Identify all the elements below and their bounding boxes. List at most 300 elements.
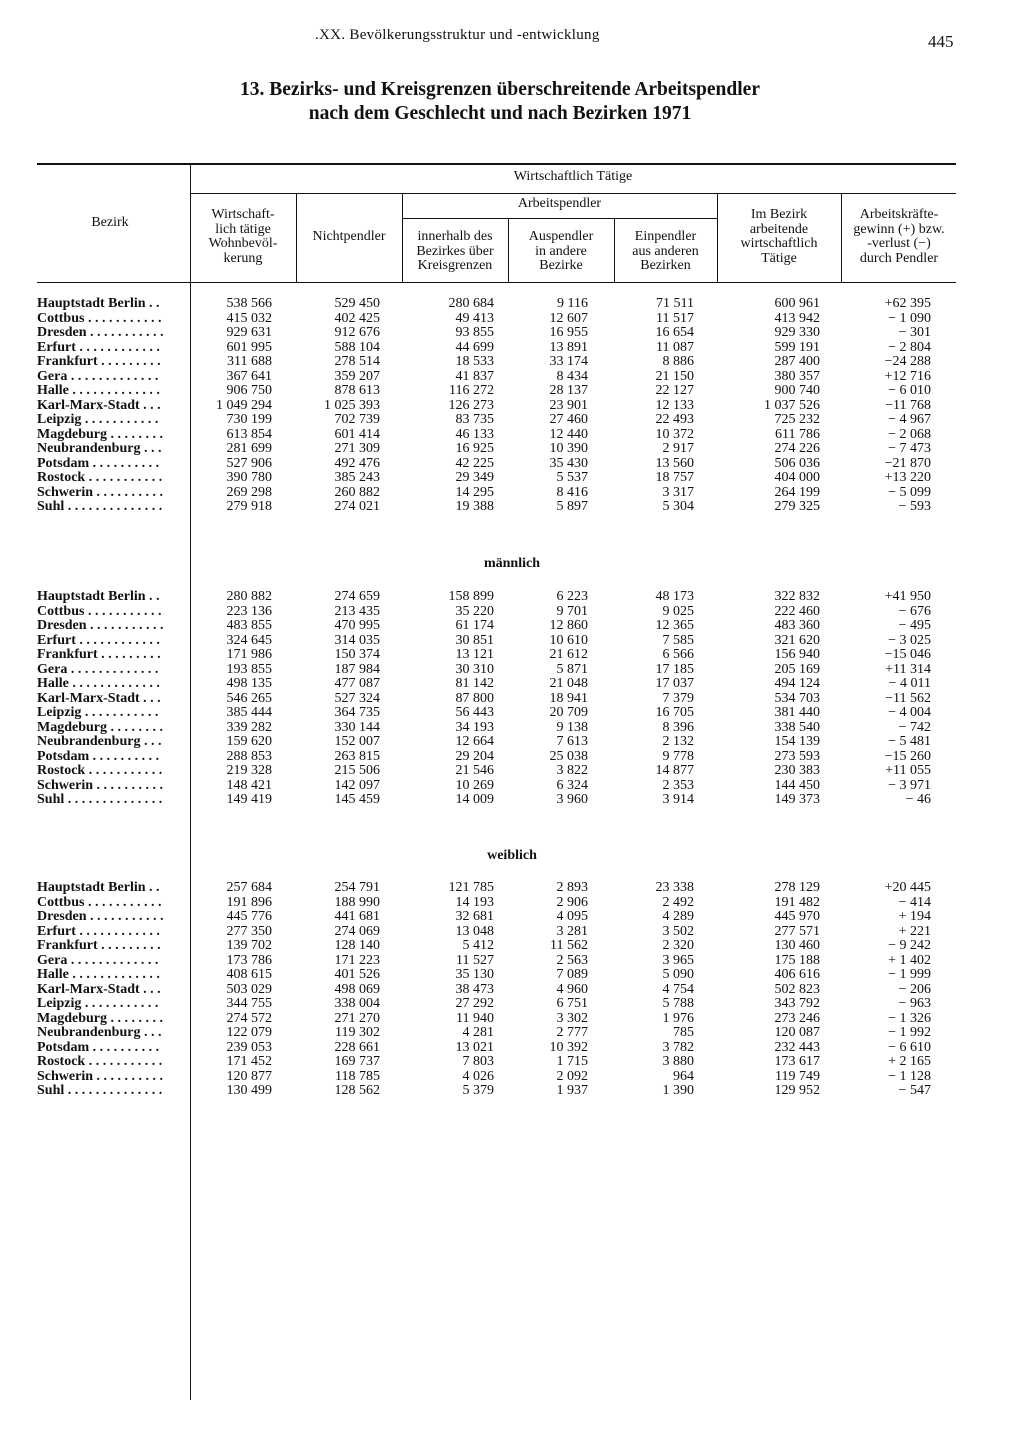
bezirk-name: Neubrandenburg . . .	[37, 1026, 162, 1040]
header-im-bezirk: Im Bezirk arbeitende wirtschaftlich Tätige	[740, 207, 818, 266]
bezirk-name: Magdeburg . . . . . . . .	[37, 720, 163, 735]
bezirk-name: Magdeburg . . . . . . . .	[37, 1011, 163, 1026]
cell-einpendler: 22 127	[655, 383, 694, 398]
cell-nichtpendler: 385 243	[334, 470, 380, 485]
table-row	[0, 997, 1024, 1012]
table-row	[0, 428, 1024, 443]
cell-gewinn-verlust: + 194	[898, 909, 931, 924]
cell-nichtpendler: 271 309	[334, 441, 380, 456]
cell-nichtpendler: 271 270	[334, 1010, 380, 1026]
cell-nichtpendler: 498 069	[334, 981, 380, 997]
cell-innerhalb: 18 533	[455, 354, 494, 369]
cell-im-bezirk: 273 593	[774, 748, 820, 764]
cell-auspendler: 28 137	[549, 383, 588, 398]
cell-gewinn-verlust: − 1 090	[888, 310, 931, 326]
cell-innerhalb: 5 379	[462, 1083, 494, 1098]
bezirk-name: Frankfurt . . . . . . . . .	[37, 355, 161, 369]
table-row	[0, 1084, 1024, 1099]
table-row	[0, 983, 1024, 998]
bezirk-name: Frankfurt . . . . . . . . .	[37, 939, 161, 953]
cell-wohnbevoelkerung: 613 854	[226, 426, 272, 442]
cell-einpendler: 7 585	[662, 632, 694, 648]
cell-im-bezirk: 274 226	[774, 441, 820, 456]
cell-auspendler: 8 416	[556, 484, 588, 500]
table-row	[0, 355, 1024, 370]
cell-wohnbevoelkerung: 219 328	[226, 763, 272, 778]
bezirk-name: Potsdam . . . . . . . . . .	[37, 1040, 160, 1055]
cell-innerhalb: 34 193	[455, 719, 494, 735]
cell-im-bezirk: 278 129	[774, 880, 820, 895]
cell-auspendler: 12 860	[549, 618, 588, 633]
cell-im-bezirk: 1 037 526	[764, 397, 820, 413]
cell-auspendler: 3 302	[556, 1010, 588, 1026]
bezirk-name: Hauptstadt Berlin . .	[37, 590, 160, 604]
cell-einpendler: 1 390	[662, 1083, 694, 1098]
cell-im-bezirk: 222 460	[774, 603, 820, 619]
cell-nichtpendler: 529 450	[334, 296, 380, 311]
cell-einpendler: 3 965	[662, 952, 694, 968]
cell-im-bezirk: 506 036	[774, 455, 820, 471]
cell-wohnbevoelkerung: 408 615	[226, 967, 272, 982]
bezirk-name: Dresden . . . . . . . . . . .	[37, 326, 164, 340]
cell-wohnbevoelkerung: 159 620	[226, 734, 272, 749]
cell-nichtpendler: 145 459	[334, 792, 380, 807]
table-row	[0, 384, 1024, 399]
cell-nichtpendler: 527 324	[334, 690, 380, 706]
cell-wohnbevoelkerung: 148 421	[226, 777, 272, 793]
cell-wohnbevoelkerung: 171 986	[226, 647, 272, 662]
cell-gewinn-verlust: − 6 610	[888, 1039, 931, 1055]
cell-nichtpendler: 128 140	[334, 938, 380, 953]
cell-einpendler: 3 914	[662, 792, 694, 807]
cell-innerhalb: 10 269	[455, 777, 494, 793]
cell-einpendler: 8 886	[662, 354, 694, 369]
cell-einpendler: 13 560	[655, 455, 694, 471]
cell-innerhalb: 42 225	[455, 455, 494, 471]
table-row	[0, 590, 1024, 605]
cell-gewinn-verlust: − 3 025	[888, 632, 931, 648]
cell-im-bezirk: 129 952	[774, 1083, 820, 1098]
cell-im-bezirk: 205 169	[774, 661, 820, 677]
table-row	[0, 677, 1024, 692]
cell-im-bezirk: 321 620	[774, 632, 820, 648]
bezirk-name: Halle . . . . . . . . . . . . .	[37, 384, 160, 398]
cell-im-bezirk: 287 400	[774, 354, 820, 369]
cell-im-bezirk: 119 749	[775, 1068, 820, 1084]
cell-innerhalb: 121 785	[448, 880, 494, 895]
bezirk-name: Cottbus . . . . . . . . . . .	[37, 311, 162, 326]
cell-innerhalb: 29 204	[455, 748, 494, 764]
cell-gewinn-verlust: − 2 068	[888, 426, 931, 442]
cell-gewinn-verlust: − 1 999	[888, 967, 931, 982]
cell-auspendler: 6 324	[556, 777, 588, 793]
cell-einpendler: 14 877	[655, 763, 694, 778]
cell-innerhalb: 12 664	[455, 734, 494, 749]
section-maennlich	[0, 590, 1024, 808]
table-title-line-1: 13. Bezirks- und Kreisgrenzen überschreitende Arbeitspendler	[240, 79, 760, 100]
cell-einpendler: 5 304	[662, 499, 694, 514]
cell-innerhalb: 13 021	[455, 1039, 494, 1055]
cell-nichtpendler: 359 207	[334, 368, 380, 384]
table-row	[0, 793, 1024, 808]
cell-wohnbevoelkerung: 281 699	[226, 441, 272, 456]
bezirk-name: Dresden . . . . . . . . . . .	[37, 910, 164, 924]
cell-im-bezirk: 191 482	[774, 894, 820, 910]
cell-gewinn-verlust: − 5 481	[888, 734, 931, 749]
cell-auspendler: 3 281	[556, 923, 588, 939]
table-title-line-2: nach dem Geschlecht und nach Bezirken 1971	[308, 103, 692, 124]
cell-innerhalb: 27 292	[455, 996, 494, 1011]
bezirk-name: Halle . . . . . . . . . . . . .	[37, 968, 160, 982]
cell-einpendler: 9 025	[662, 603, 694, 619]
cell-auspendler: 35 430	[549, 455, 588, 471]
cell-gewinn-verlust: −21 870	[884, 455, 931, 471]
header-gewinn-verlust: Arbeitskräfte- gewinn (+) bzw. -verlust (−) durch Pendler	[853, 207, 945, 266]
cell-einpendler: 4 754	[662, 981, 694, 997]
cell-gewinn-verlust: − 206	[898, 981, 931, 997]
table-row	[0, 605, 1024, 620]
cell-wohnbevoelkerung: 498 135	[226, 676, 272, 691]
cell-gewinn-verlust: − 3 971	[888, 777, 931, 793]
header-auspendler: Auspendler in andere Bezirke	[528, 229, 594, 273]
cell-gewinn-verlust: +11 055	[885, 763, 931, 778]
cell-im-bezirk: 406 616	[774, 967, 820, 982]
cell-auspendler: 21 048	[549, 676, 588, 691]
section-label-weiblich: weiblich	[487, 848, 537, 863]
cell-auspendler: 9 138	[556, 719, 588, 735]
cell-nichtpendler: 188 990	[334, 894, 380, 910]
cell-einpendler: 5 788	[662, 996, 694, 1011]
cell-innerhalb: 61 174	[455, 618, 494, 633]
cell-im-bezirk: 494 124	[774, 676, 820, 691]
cell-auspendler: 25 038	[549, 748, 588, 764]
table-row	[0, 1012, 1024, 1027]
cell-wohnbevoelkerung: 1 049 294	[216, 397, 272, 413]
cell-gewinn-verlust: + 2 165	[888, 1054, 931, 1069]
cell-im-bezirk: 413 942	[774, 310, 820, 326]
bezirk-name: Erfurt . . . . . . . . . . . .	[37, 924, 160, 939]
table-row	[0, 442, 1024, 457]
table-row	[0, 297, 1024, 312]
bezirk-name: Leipzig . . . . . . . . . . .	[37, 413, 159, 427]
cell-wohnbevoelkerung: 149 419	[226, 792, 272, 807]
table-row	[0, 764, 1024, 779]
cell-innerhalb: 21 546	[455, 763, 494, 778]
cell-innerhalb: 14 009	[455, 792, 494, 807]
cell-auspendler: 9 701	[556, 603, 588, 619]
cell-nichtpendler: 401 526	[334, 967, 380, 982]
cell-wohnbevoelkerung: 929 631	[226, 325, 272, 340]
cell-wohnbevoelkerung: 415 032	[226, 310, 272, 326]
cell-wohnbevoelkerung: 503 029	[226, 981, 272, 997]
cell-wohnbevoelkerung: 279 918	[226, 499, 272, 514]
cell-innerhalb: 56 443	[455, 705, 494, 720]
cell-im-bezirk: 277 571	[774, 923, 820, 939]
cell-auspendler: 20 709	[549, 705, 588, 720]
cell-auspendler: 9 116	[557, 296, 588, 311]
cell-innerhalb: 83 735	[455, 412, 494, 427]
table-row	[0, 341, 1024, 356]
cell-wohnbevoelkerung: 390 780	[226, 470, 272, 485]
cell-gewinn-verlust: −11 768	[885, 397, 931, 413]
cell-einpendler: 2 320	[662, 938, 694, 953]
cell-wohnbevoelkerung: 483 855	[226, 618, 272, 633]
bezirk-name: Gera . . . . . . . . . . . . .	[37, 953, 159, 968]
header-wirtschaftlich-taetige: Wirtschaftlich Tätige	[513, 169, 633, 184]
cell-nichtpendler: 702 739	[334, 412, 380, 427]
section-label-maennlich: männlich	[483, 556, 540, 571]
cell-im-bezirk: 173 617	[774, 1054, 820, 1069]
bezirk-name: Rostock . . . . . . . . . . .	[37, 764, 163, 778]
cell-einpendler: 17 185	[655, 661, 694, 677]
cell-gewinn-verlust: − 6 010	[888, 383, 931, 398]
header-innerhalb: innerhalb des Bezirkes über Kreisgrenzen	[416, 229, 494, 273]
cell-nichtpendler: 254 791	[334, 880, 380, 895]
header-arbeitspendler: Arbeitspendler	[517, 196, 602, 211]
cell-innerhalb: 4 281	[462, 1025, 494, 1040]
bezirk-name: Cottbus . . . . . . . . . . .	[37, 895, 162, 910]
cell-gewinn-verlust: − 676	[898, 603, 931, 619]
cell-innerhalb: 32 681	[455, 909, 494, 924]
table-row	[0, 881, 1024, 896]
cell-nichtpendler: 215 506	[334, 763, 380, 778]
table-row	[0, 750, 1024, 765]
cell-einpendler: 16 705	[655, 705, 694, 720]
bezirk-name: Erfurt . . . . . . . . . . . .	[37, 340, 160, 355]
cell-im-bezirk: 149 373	[774, 792, 820, 807]
cell-gewinn-verlust: +11 314	[885, 661, 931, 677]
cell-auspendler: 10 392	[549, 1039, 588, 1055]
table-row	[0, 634, 1024, 649]
cell-wohnbevoelkerung: 191 896	[226, 894, 272, 910]
cell-auspendler: 12 607	[549, 310, 588, 326]
bezirk-name: Leipzig . . . . . . . . . . .	[37, 706, 159, 720]
bezirk-name: Suhl . . . . . . . . . . . . . .	[37, 793, 163, 807]
cell-gewinn-verlust: +12 716	[884, 368, 931, 384]
cell-nichtpendler: 142 097	[334, 777, 380, 793]
cell-innerhalb: 46 133	[455, 426, 494, 442]
cell-nichtpendler: 213 435	[334, 603, 380, 619]
cell-nichtpendler: 330 144	[334, 719, 380, 735]
bezirk-name: Leipzig . . . . . . . . . . .	[37, 997, 159, 1011]
bezirk-name: Neubrandenburg . . .	[37, 735, 162, 749]
table-row	[0, 1070, 1024, 1085]
bezirk-name: Schwerin . . . . . . . . . .	[37, 778, 163, 793]
cell-nichtpendler: 878 613	[334, 383, 380, 398]
cell-nichtpendler: 364 735	[334, 705, 380, 720]
table-row	[0, 1041, 1024, 1056]
cell-nichtpendler: 274 021	[334, 499, 380, 514]
cell-innerhalb: 38 473	[455, 981, 494, 997]
cell-im-bezirk: 264 199	[774, 484, 820, 500]
cell-nichtpendler: 119 302	[335, 1025, 380, 1040]
cell-gewinn-verlust: − 9 242	[888, 938, 931, 953]
cell-auspendler: 11 562	[550, 938, 588, 953]
cell-gewinn-verlust: + 1 402	[888, 952, 931, 968]
bezirk-name: Karl-Marx-Stadt . . .	[37, 982, 161, 997]
cell-auspendler: 13 891	[549, 339, 588, 355]
table-row	[0, 735, 1024, 750]
table-row	[0, 457, 1024, 472]
cell-einpendler: 2 132	[662, 734, 694, 749]
table-row	[0, 692, 1024, 707]
bezirk-name: Potsdam . . . . . . . . . .	[37, 749, 160, 764]
cell-innerhalb: 87 800	[455, 690, 494, 706]
cell-nichtpendler: 588 104	[334, 339, 380, 355]
cell-im-bezirk: 404 000	[774, 470, 820, 485]
table-row	[0, 663, 1024, 678]
cell-innerhalb: 19 388	[455, 499, 494, 514]
bezirk-name: Karl-Marx-Stadt . . .	[37, 691, 161, 706]
cell-im-bezirk: 322 832	[774, 589, 820, 604]
cell-einpendler: 7 379	[662, 690, 694, 706]
table-row	[0, 1026, 1024, 1041]
cell-auspendler: 4 095	[556, 909, 588, 924]
cell-wohnbevoelkerung: 339 282	[226, 719, 272, 735]
cell-einpendler: 12 133	[655, 397, 694, 413]
bezirk-name: Cottbus . . . . . . . . . . .	[37, 604, 162, 619]
cell-auspendler: 23 901	[549, 397, 588, 413]
cell-gewinn-verlust: − 5 099	[888, 484, 931, 500]
cell-gewinn-verlust: − 1 326	[888, 1010, 931, 1026]
cell-auspendler: 10 610	[549, 632, 588, 648]
cell-nichtpendler: 260 882	[334, 484, 380, 500]
cell-gewinn-verlust: − 547	[898, 1083, 931, 1098]
cell-einpendler: 8 396	[662, 719, 694, 735]
page-number: 445	[928, 32, 954, 51]
cell-nichtpendler: 169 737	[334, 1054, 380, 1069]
cell-nichtpendler: 470 995	[334, 618, 380, 633]
cell-gewinn-verlust: +41 950	[884, 589, 931, 604]
table-row	[0, 968, 1024, 983]
cell-auspendler: 6 751	[556, 996, 588, 1011]
cell-innerhalb: 14 295	[455, 484, 494, 500]
table-row	[0, 326, 1024, 341]
cell-gewinn-verlust: +62 395	[884, 296, 931, 311]
cell-nichtpendler: 314 035	[334, 632, 380, 648]
cell-einpendler: 18 757	[655, 470, 694, 485]
table-row	[0, 399, 1024, 414]
cell-nichtpendler: 152 007	[334, 734, 380, 749]
cell-gewinn-verlust: − 963	[898, 996, 931, 1011]
cell-gewinn-verlust: − 1 128	[888, 1068, 931, 1084]
cell-einpendler: 11 087	[656, 339, 694, 355]
cell-innerhalb: 16 925	[455, 441, 494, 456]
cell-im-bezirk: 611 786	[775, 426, 820, 442]
table-row	[0, 939, 1024, 954]
bezirk-name: Halle . . . . . . . . . . . . .	[37, 677, 160, 691]
cell-wohnbevoelkerung: 171 452	[226, 1054, 272, 1069]
cell-im-bezirk: 154 139	[774, 734, 820, 749]
cell-auspendler: 2 893	[556, 880, 588, 895]
cell-auspendler: 12 440	[549, 426, 588, 442]
cell-gewinn-verlust: − 301	[898, 325, 931, 340]
cell-gewinn-verlust: −15 260	[884, 748, 931, 764]
cell-gewinn-verlust: +20 445	[884, 880, 931, 895]
bezirk-name: Frankfurt . . . . . . . . .	[37, 648, 161, 662]
cell-wohnbevoelkerung: 601 995	[226, 339, 272, 355]
cell-wohnbevoelkerung: 274 572	[226, 1010, 272, 1026]
cell-auspendler: 2 906	[556, 894, 588, 910]
cell-gewinn-verlust: − 4 967	[888, 412, 931, 427]
cell-nichtpendler: 274 659	[334, 589, 380, 604]
cell-innerhalb: 29 349	[455, 470, 494, 485]
cell-gewinn-verlust: − 46	[905, 792, 931, 807]
cell-wohnbevoelkerung: 122 079	[226, 1025, 272, 1040]
cell-auspendler: 2 092	[556, 1068, 588, 1084]
cell-auspendler: 16 955	[549, 325, 588, 340]
cell-nichtpendler: 441 681	[334, 909, 380, 924]
cell-einpendler: 12 365	[655, 618, 694, 633]
table-row	[0, 619, 1024, 634]
cell-einpendler: 23 338	[655, 880, 694, 895]
bezirk-name: Potsdam . . . . . . . . . .	[37, 456, 160, 471]
cell-nichtpendler: 912 676	[334, 325, 380, 340]
cell-innerhalb: 5 412	[462, 938, 494, 953]
table-row	[0, 954, 1024, 969]
cell-nichtpendler: 477 087	[334, 676, 380, 691]
cell-einpendler: 71 511	[656, 296, 694, 311]
cell-innerhalb: 30 310	[455, 661, 494, 677]
cell-wohnbevoelkerung: 367 641	[226, 368, 272, 384]
table-row	[0, 779, 1024, 794]
cell-im-bezirk: 502 823	[774, 981, 820, 997]
cell-wohnbevoelkerung: 538 566	[226, 296, 272, 311]
bezirk-name: Schwerin . . . . . . . . . .	[37, 485, 163, 500]
cell-wohnbevoelkerung: 223 136	[226, 603, 272, 619]
cell-einpendler: 11 517	[656, 310, 694, 326]
cell-auspendler: 3 822	[556, 763, 588, 778]
cell-im-bezirk: 230 383	[774, 763, 820, 778]
cell-nichtpendler: 601 414	[334, 426, 380, 442]
cell-wohnbevoelkerung: 324 645	[226, 632, 272, 648]
cell-einpendler: 3 317	[662, 484, 694, 500]
cell-auspendler: 5 897	[556, 499, 588, 514]
cell-auspendler: 3 960	[556, 792, 588, 807]
table-row	[0, 896, 1024, 911]
cell-im-bezirk: 600 961	[774, 296, 820, 311]
cell-nichtpendler: 1 025 393	[324, 397, 380, 413]
cell-gewinn-verlust: − 742	[898, 719, 931, 735]
cell-im-bezirk: 175 188	[774, 952, 820, 968]
cell-innerhalb: 4 026	[462, 1068, 494, 1084]
cell-wohnbevoelkerung: 257 684	[226, 880, 272, 895]
cell-auspendler: 2 563	[556, 952, 588, 968]
cell-auspendler: 7 613	[556, 734, 588, 749]
cell-gewinn-verlust: + 221	[898, 923, 931, 939]
cell-auspendler: 4 960	[556, 981, 588, 997]
cell-gewinn-verlust: −15 046	[884, 647, 931, 662]
cell-einpendler: 2 917	[662, 441, 694, 456]
cell-gewinn-verlust: +13 220	[884, 470, 931, 485]
cell-im-bezirk: 273 246	[774, 1010, 820, 1026]
cell-auspendler: 1 937	[556, 1083, 588, 1098]
cell-nichtpendler: 492 476	[334, 455, 380, 471]
cell-gewinn-verlust: − 4 004	[888, 705, 931, 720]
cell-im-bezirk: 343 792	[774, 996, 820, 1011]
cell-gewinn-verlust: − 7 473	[888, 441, 931, 456]
bezirk-name: Hauptstadt Berlin . .	[37, 881, 160, 895]
cell-im-bezirk: 130 460	[774, 938, 820, 953]
cell-im-bezirk: 900 740	[774, 383, 820, 398]
cell-innerhalb: 49 413	[455, 310, 494, 326]
cell-innerhalb: 116 272	[449, 383, 494, 398]
cell-auspendler: 7 089	[556, 967, 588, 982]
cell-einpendler: 5 090	[662, 967, 694, 982]
bezirk-name: Schwerin . . . . . . . . . .	[37, 1069, 163, 1084]
table-row	[0, 648, 1024, 663]
table-row	[0, 706, 1024, 721]
